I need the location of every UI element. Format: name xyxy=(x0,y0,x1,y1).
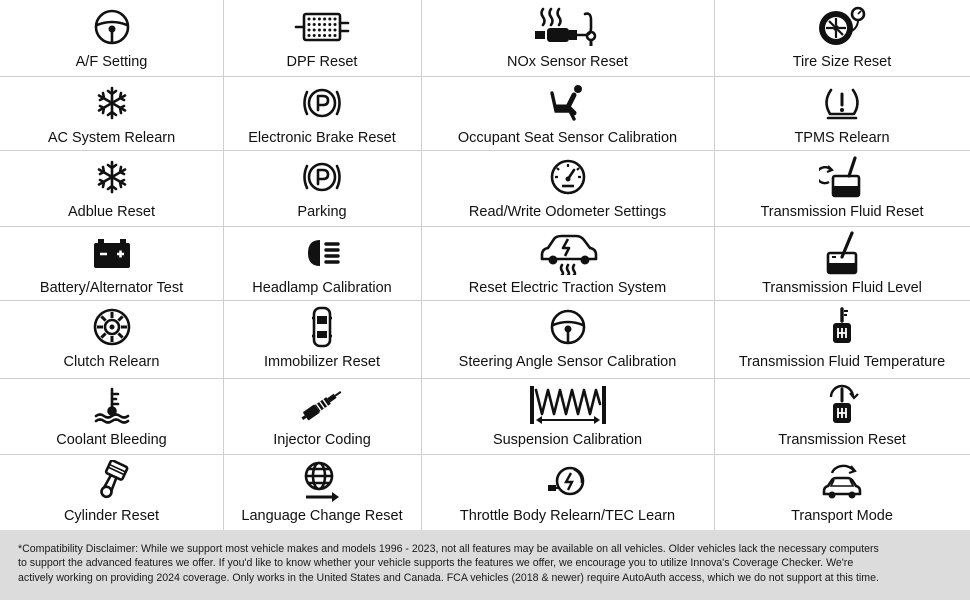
feature-cell xyxy=(0,378,223,454)
feature-label: Occupant Seat Sensor Calibration xyxy=(457,130,678,146)
feature-cell xyxy=(421,0,714,76)
feature-cell xyxy=(421,300,714,378)
coolant-temperature-icon xyxy=(92,384,132,426)
feature-label: Transmission Fluid Level xyxy=(762,280,922,296)
feature-label: Adblue Reset xyxy=(67,204,156,220)
injector-icon xyxy=(296,384,348,426)
feature-label: NOx Sensor Reset xyxy=(507,54,628,70)
feature-label: DPF Reset xyxy=(286,54,358,70)
feature-label: Cylinder Reset xyxy=(63,508,160,524)
feature-label: A/F Setting xyxy=(75,54,148,70)
exhaust-sensor-icon xyxy=(533,6,603,48)
electric-car-icon xyxy=(538,232,598,274)
feature-label: Reset Electric Traction System xyxy=(468,280,667,296)
disclaimer-line: to support the advanced features we offer. If you'd like to know whether your vehicle supports the features we offer, we encourage you to utilize Innova's Coverage Checker. We're xyxy=(18,557,854,570)
gear-shift-reset-icon xyxy=(824,384,860,426)
disclaimer-line: *Compatibility Disclaimer: While we support most vehicle makes and models 1996 - 2023, not all features may be available on all vehicles. Older vehicles lack the necessary computers xyxy=(18,543,879,555)
fluid-dipstick-icon xyxy=(822,232,862,274)
gear-shift-temperature-icon xyxy=(828,306,856,348)
snowflake-icon xyxy=(94,82,130,124)
feature-label: Transmission Fluid Temperature xyxy=(738,354,946,370)
feature-label: Parking xyxy=(297,204,347,220)
feature-label: Immobilizer Reset xyxy=(263,354,381,370)
car-top-view-icon xyxy=(310,306,334,348)
feature-cell xyxy=(223,378,421,454)
feature-cell xyxy=(0,150,223,226)
feature-cell xyxy=(0,0,223,76)
disclaimer-line: actively working on providing 2024 coverage. Only works in the United States and Canada. FCA vehicles (2018 & newer) require AutoAuth access, which we do not support at this time. xyxy=(18,571,879,584)
steering-wheel-icon xyxy=(548,306,588,348)
parking-brake-icon xyxy=(300,156,344,198)
feature-cell xyxy=(421,378,714,454)
gauge-icon xyxy=(548,156,588,198)
feature-label: TPMS Relearn xyxy=(794,130,890,146)
parking-brake-icon xyxy=(300,82,344,124)
feature-cell xyxy=(223,0,421,76)
feature-cell xyxy=(223,76,421,150)
steering-wheel-icon xyxy=(92,6,132,48)
feature-cell xyxy=(714,150,970,226)
feature-label: Coolant Bleeding xyxy=(56,432,167,448)
headlamp-icon xyxy=(302,232,342,274)
feature-cell xyxy=(714,378,970,454)
feature-cell xyxy=(421,226,714,300)
tire-gauge-icon xyxy=(814,6,870,48)
feature-cell xyxy=(0,300,223,378)
fluid-reset-icon xyxy=(819,156,865,198)
throttle-body-icon xyxy=(544,460,592,502)
tire-pressure-warning-icon xyxy=(822,82,862,124)
feature-cell xyxy=(223,150,421,226)
feature-cell xyxy=(223,226,421,300)
feature-cell xyxy=(714,300,970,378)
feature-cell xyxy=(714,226,970,300)
feature-cell xyxy=(421,76,714,150)
feature-cell xyxy=(0,454,223,530)
feature-cell xyxy=(223,454,421,530)
particulate-filter-icon xyxy=(294,6,350,48)
feature-cell xyxy=(714,0,970,76)
seat-icon xyxy=(548,82,588,124)
spring-icon xyxy=(528,384,608,426)
feature-label: Headlamp Calibration xyxy=(252,280,392,296)
feature-cell xyxy=(421,150,714,226)
feature-label: Tire Size Reset xyxy=(792,54,892,70)
feature-label: Throttle Body Relearn/TEC Learn xyxy=(459,508,676,524)
feature-label: Transmission Reset xyxy=(778,432,906,448)
compatibility-disclaimer xyxy=(0,530,970,600)
snowflake-icon xyxy=(94,156,130,198)
feature-label: Language Change Reset xyxy=(241,508,403,524)
battery-icon xyxy=(92,232,132,274)
globe-arrow-icon xyxy=(302,460,342,502)
piston-icon xyxy=(92,460,132,502)
feature-label: Clutch Relearn xyxy=(63,354,160,370)
feature-cell xyxy=(0,76,223,150)
car-transport-icon xyxy=(820,460,864,502)
feature-label: Steering Angle Sensor Calibration xyxy=(458,354,677,370)
feature-label: Suspension Calibration xyxy=(492,432,643,448)
feature-label: Electronic Brake Reset xyxy=(248,130,396,146)
feature-cell xyxy=(421,454,714,530)
feature-label: Injector Coding xyxy=(273,432,371,448)
feature-label: Read/Write Odometer Settings xyxy=(468,204,667,220)
feature-label: Transport Mode xyxy=(791,508,893,524)
feature-cell xyxy=(714,454,970,530)
clutch-disc-icon xyxy=(92,306,132,348)
feature-cell xyxy=(223,300,421,378)
feature-label: AC System Relearn xyxy=(47,130,176,146)
feature-label: Transmission Fluid Reset xyxy=(760,204,924,220)
feature-cell xyxy=(0,226,223,300)
feature-cell xyxy=(714,76,970,150)
feature-label: Battery/Alternator Test xyxy=(39,280,184,296)
